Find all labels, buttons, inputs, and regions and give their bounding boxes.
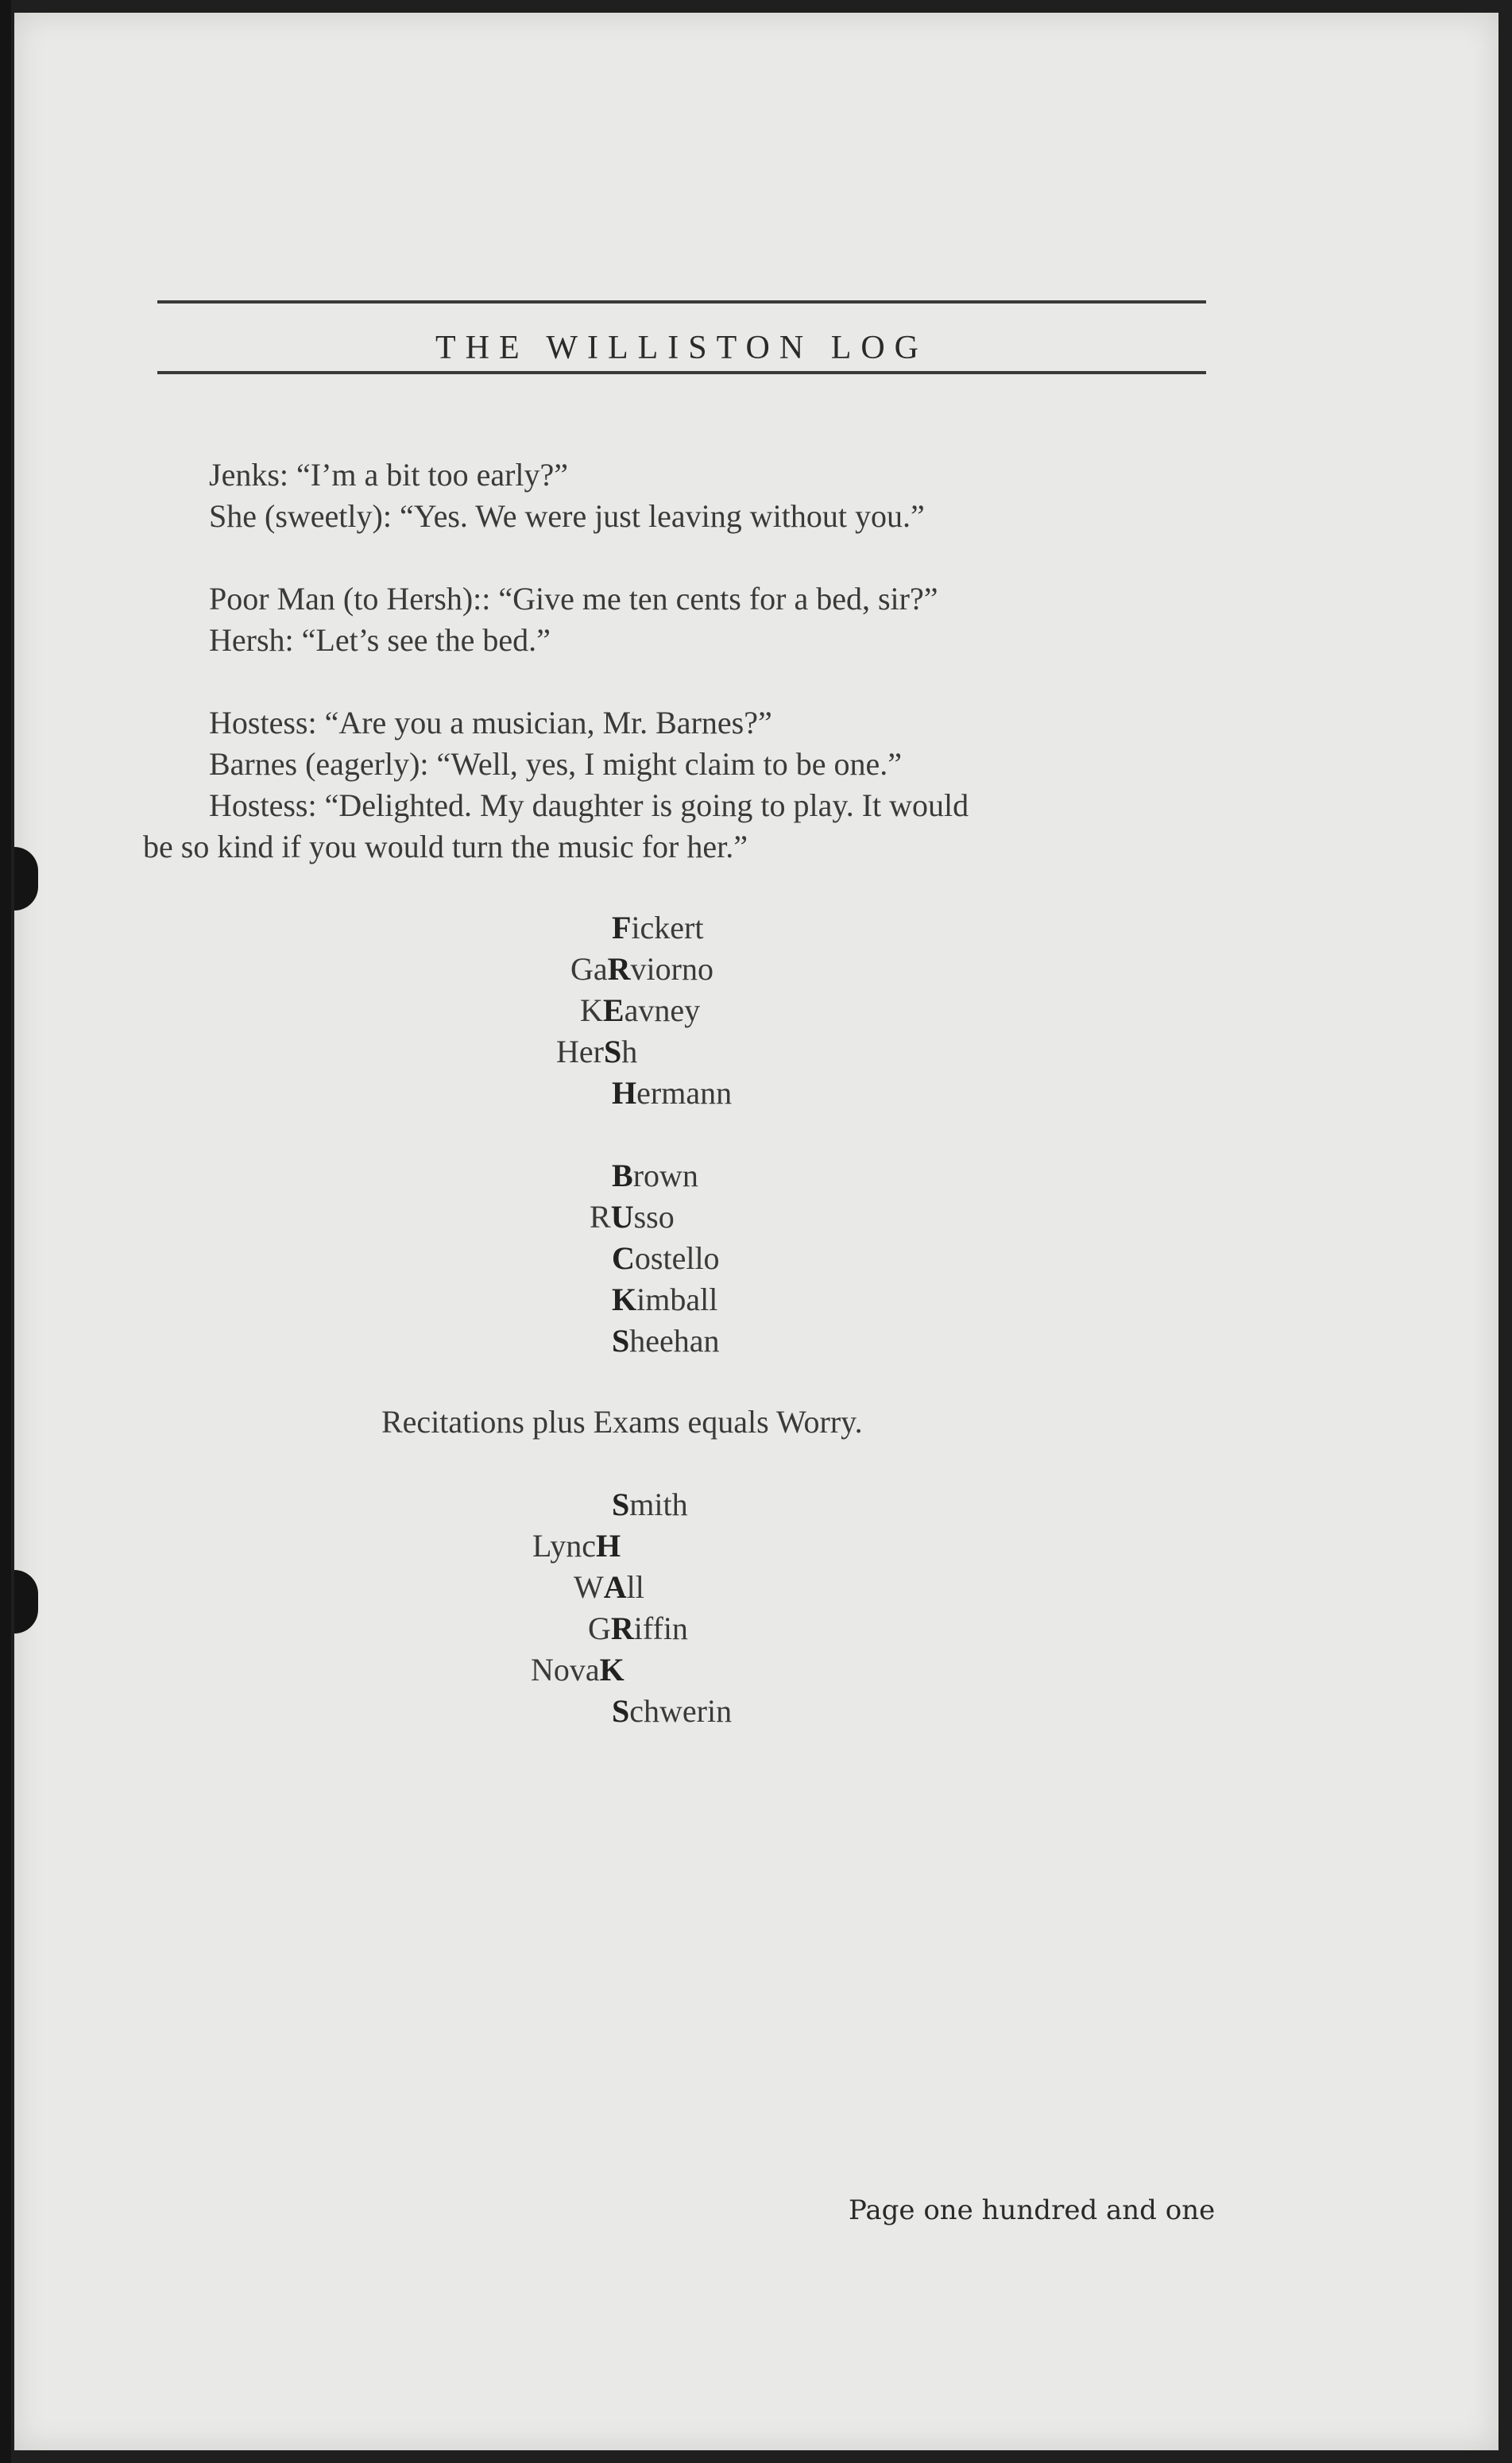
document-page (14, 13, 1498, 2450)
page-number: Page one hundred and one (849, 2194, 1216, 2226)
joke-line: Jenks: “I’m a bit too early?” (209, 457, 569, 493)
acrostic-line: HerSh (556, 1034, 638, 1069)
acrostic-line: Brown (612, 1158, 698, 1193)
joke-line: Hersh: “Let’s see the bed.” (209, 622, 551, 658)
binding-hole (14, 847, 38, 911)
acrostic-line: GRiffin (588, 1610, 688, 1646)
acrostic-line: GaRviorno (570, 951, 713, 987)
running-header: THE WILLISTON LOG (435, 330, 929, 366)
acrostic-line: LyncH (532, 1528, 621, 1564)
acrostic-line: WAll (574, 1569, 644, 1605)
joke-line: be so kind if you would turn the music for her.” (143, 829, 748, 864)
binding-edge (0, 0, 11, 2463)
header-rule-top (157, 300, 1206, 304)
acrostic-line: RUsso (590, 1199, 675, 1235)
header-rule-bottom (157, 371, 1206, 374)
joke-line: Hostess: “Delighted. My daughter is going to play. It would (209, 787, 969, 823)
acrostic-line: KEavney (580, 992, 701, 1028)
acrostic-line: Fickert (612, 910, 704, 945)
acrostic-line: Costello (612, 1240, 720, 1276)
acrostic-line: Smith (612, 1487, 688, 1522)
joke-line: Barnes (eagerly): “Well, yes, I might claim to be one.” (209, 746, 903, 782)
equation-line: Recitations plus Exams equals Worry. (381, 1404, 863, 1440)
joke-line: Poor Man (to Hersh):: “Give me ten cents for a bed, sir?” (209, 581, 938, 617)
acrostic-line: Schwerin (612, 1693, 733, 1729)
acrostic-line: Sheehan (612, 1323, 720, 1359)
acrostic-line: Kimball (612, 1282, 718, 1317)
joke-line: Hostess: “Are you a musician, Mr. Barnes?” (209, 705, 772, 740)
acrostic-line: NovaK (531, 1652, 625, 1688)
acrostic-line: Hermann (612, 1075, 733, 1111)
binding-hole (14, 1570, 38, 1634)
joke-line: She (sweetly): “Yes. We were just leaving without you.” (209, 498, 925, 534)
